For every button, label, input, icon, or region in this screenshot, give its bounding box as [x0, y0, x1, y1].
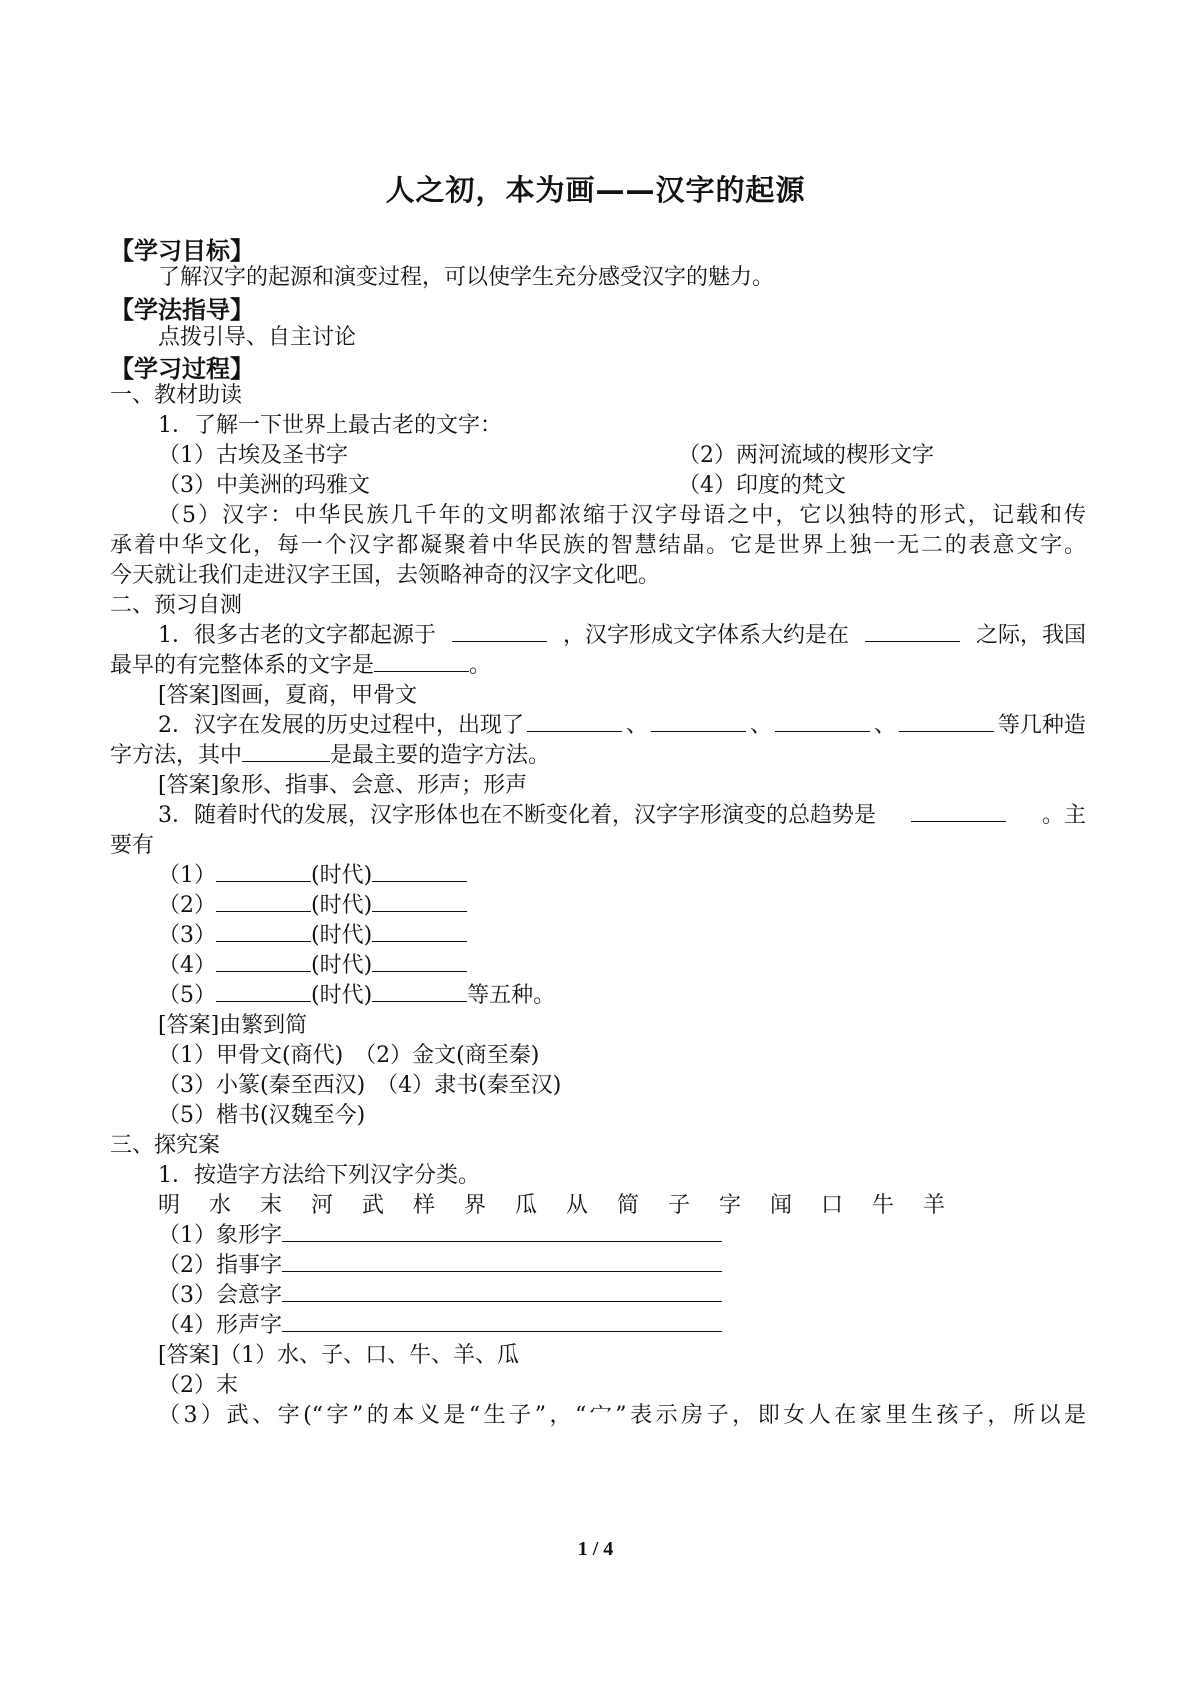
category-label: （1）象形字 — [158, 1223, 282, 1248]
category-row-compound — [158, 1281, 722, 1311]
part2-answer-3-line1: （1）甲骨文(商代) （2）金文(商至秦) — [158, 1043, 540, 1068]
category-row-phonosemantic — [158, 1311, 722, 1341]
q2-text-a: 2．汉字在发展的历史过程中，出现了 — [158, 713, 524, 738]
char-item: 口 — [821, 1193, 844, 1218]
era-label: (时代) — [311, 923, 373, 948]
fill-row-4 — [158, 951, 467, 981]
char-item: 牛 — [872, 1193, 895, 1218]
method-heading: 【学法指导】 — [110, 296, 254, 324]
q3-blank-trend[interactable] — [911, 801, 1006, 822]
category-row-indicative — [158, 1251, 722, 1281]
fill-num: （2） — [158, 893, 216, 918]
q1-blank-1[interactable] — [452, 621, 547, 642]
q2-blank-2[interactable] — [651, 711, 746, 732]
q2-sep-3: 、 — [873, 713, 896, 738]
page-number: 1 / 4 — [577, 1538, 614, 1560]
part1-heading: 一、教材助读 — [110, 383, 243, 408]
part2-answer-3-line3: （5）楷书(汉魏至今) — [158, 1103, 366, 1128]
fill-blank-script[interactable] — [216, 951, 311, 972]
part3-answer-line1: [答案]（1）水、子、口、牛、羊、瓜 — [158, 1343, 520, 1368]
part1-p5-line2: 承着中华文化，每一个汉字都凝聚着中华民族的智慧结晶。它是世界上独一无二的表意文字。 — [110, 533, 1086, 558]
char-item: 河 — [311, 1193, 334, 1218]
fill-blank-era[interactable] — [372, 951, 467, 972]
q2-sep-2: 、 — [749, 713, 772, 738]
char-item: 字 — [719, 1193, 742, 1218]
part1-item-2: （2）两河流域的楔形文字 — [678, 443, 934, 468]
category-label: （4）形声字 — [158, 1313, 282, 1338]
era-label: (时代) — [311, 893, 373, 918]
era-label: (时代) — [311, 863, 373, 888]
q1-text-d: 最早的有完整体系的文字是 — [110, 653, 375, 678]
fill-blank-script[interactable] — [216, 861, 311, 882]
q1-text-a: 1．很多古老的文字都起源于 — [158, 623, 436, 648]
char-item: 从 — [566, 1193, 589, 1218]
fill-blank-script[interactable] — [216, 891, 311, 912]
category-blank[interactable] — [282, 1281, 722, 1302]
fill-blank-script[interactable] — [216, 981, 311, 1002]
q2-blank-5[interactable] — [242, 741, 330, 762]
fill-blank-script[interactable] — [216, 921, 311, 942]
part2-heading: 二、预习自测 — [110, 593, 243, 618]
fill-row-3 — [158, 921, 467, 951]
category-blank[interactable] — [282, 1311, 722, 1332]
part3-heading: 三、探究案 — [110, 1133, 221, 1158]
part2-q3-line1 — [158, 801, 1086, 831]
q1-text-e: 。 — [469, 653, 492, 678]
part1-q1: 1．了解一下世界上最古老的文字： — [158, 413, 502, 438]
q1-text-b: ，汉字形成文字体系大约是在 — [562, 623, 849, 648]
q1-blank-2[interactable] — [865, 621, 960, 642]
q1-text-c: 之际，我国 — [975, 623, 1086, 648]
fill-num: （1） — [158, 863, 216, 888]
q3-text-a: 3．随着时代的发展，汉字形体也在不断变化着，汉字字形演变的总趋势是 — [158, 803, 876, 828]
character-list — [158, 1191, 974, 1221]
q2-blank-1[interactable] — [527, 711, 622, 732]
objectives-heading: 【学习目标】 — [110, 237, 254, 265]
char-item: 末 — [260, 1193, 283, 1218]
fill-row-1 — [158, 861, 467, 891]
fill-num: （4） — [158, 953, 216, 978]
part2-answer-1: [答案]图画，夏商，甲骨文 — [158, 683, 418, 708]
method-text: 点拨引导、自主讨论 — [158, 325, 357, 350]
fill-row-5 — [158, 981, 555, 1011]
fill-num: （3） — [158, 923, 216, 948]
category-blank[interactable] — [282, 1251, 722, 1272]
fill-blank-era[interactable] — [372, 891, 467, 912]
part3-answer-line2: （2）末 — [158, 1373, 238, 1398]
q2-sep-1: 、 — [625, 713, 648, 738]
part1-item-1: （1）古埃及圣书字 — [158, 443, 348, 468]
era-label: (时代) — [311, 953, 373, 978]
fill-row-2 — [158, 891, 467, 921]
char-item: 羊 — [923, 1193, 946, 1218]
q2-text-c: 字方法，其中 — [110, 743, 243, 768]
q2-blank-3[interactable] — [775, 711, 870, 732]
q1-blank-3[interactable] — [374, 651, 469, 672]
fill-num: （5） — [158, 983, 216, 1008]
fill-blank-era[interactable] — [372, 861, 467, 882]
fill-blank-era[interactable] — [372, 921, 467, 942]
part1-p5-line1: （5）汉字：中华民族几千年的文明都浓缩于汉字母语之中，它以独特的形式，记载和传 — [158, 503, 1086, 528]
q2-text-b: 等几种造 — [997, 713, 1086, 738]
page-title: 人之初，本为画——汉字的起源 — [385, 173, 806, 207]
part1-item-3: （3）中美洲的玛雅文 — [158, 473, 370, 498]
char-item: 瓜 — [515, 1193, 538, 1218]
part3-answer-line3: （3）武、字(“字”的本义是“生子”，“宀”表示房子，即女人在家里生孩子，所以是 — [158, 1403, 1086, 1428]
part3-q1: 1．按造字方法给下列汉字分类。 — [158, 1163, 480, 1188]
part2-q3-line2: 要有 — [110, 833, 155, 858]
part1-p5-line3: 今天就让我们走进汉字王国，去领略神奇的汉字文化吧。 — [110, 563, 661, 588]
char-item: 子 — [668, 1193, 691, 1218]
q2-text-d: 是最主要的造字方法。 — [330, 743, 551, 768]
category-blank[interactable] — [282, 1221, 722, 1242]
char-item: 样 — [413, 1193, 436, 1218]
era-label: (时代) — [311, 983, 373, 1008]
process-heading: 【学习过程】 — [110, 355, 254, 383]
category-label: （3）会意字 — [158, 1283, 282, 1308]
fill-end-text: 等五种。 — [467, 983, 556, 1008]
char-item: 明 — [158, 1193, 181, 1218]
q2-blank-4[interactable] — [899, 711, 994, 732]
char-item: 界 — [464, 1193, 487, 1218]
char-item: 水 — [209, 1193, 232, 1218]
char-item: 武 — [362, 1193, 385, 1218]
part2-answer-2: [答案]象形、指事、会意、形声；形声 — [158, 773, 528, 798]
objectives-text: 了解汉字的起源和演变过程，可以使学生充分感受汉字的魅力。 — [158, 265, 775, 290]
part2-answer-3-line2: （3）小篆(秦至西汉) （4）隶书(秦至汉) — [158, 1073, 562, 1098]
part2-q2-line1 — [158, 711, 1086, 741]
part2-q2-line2 — [110, 741, 550, 771]
char-item: 简 — [617, 1193, 640, 1218]
part2-q1-line2 — [110, 651, 491, 681]
part2-answer-3-head: [答案]由繁到简 — [158, 1013, 308, 1038]
part2-q1-line1 — [158, 621, 1086, 651]
part1-item-4: （4）印度的梵文 — [678, 473, 846, 498]
q3-text-b: 。主 — [1041, 803, 1086, 828]
char-item: 闻 — [770, 1193, 793, 1218]
category-label: （2）指事字 — [158, 1253, 282, 1278]
category-row-pictograph — [158, 1221, 722, 1251]
fill-blank-era[interactable] — [372, 981, 467, 1002]
